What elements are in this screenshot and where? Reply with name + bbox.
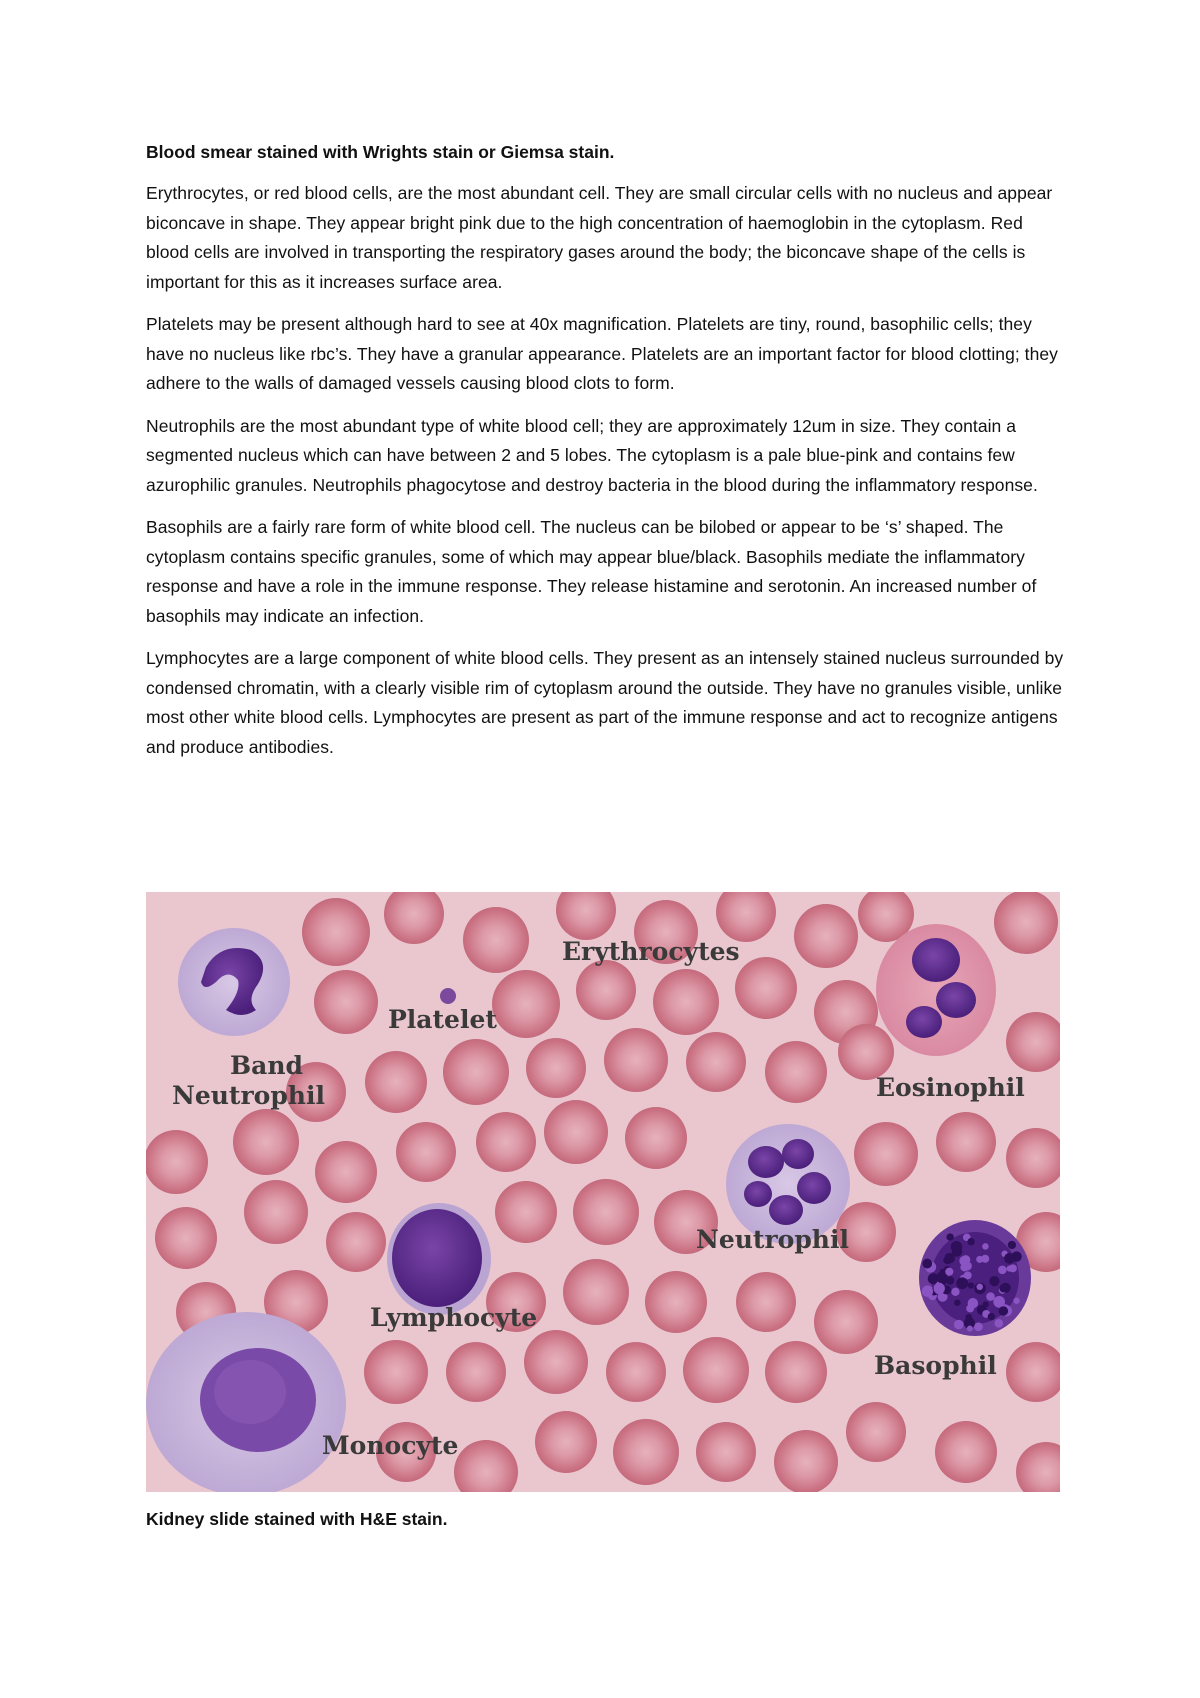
- lymphocyte-cell: [387, 1203, 491, 1315]
- basophil-granule: [946, 1233, 953, 1240]
- label-erythrocytes: Erythrocytes: [562, 937, 740, 966]
- erythrocyte-cell: [563, 1259, 629, 1325]
- erythrocyte-cell: [613, 1419, 679, 1485]
- basophil-granule: [981, 1255, 989, 1263]
- erythrocyte-cell: [735, 957, 797, 1019]
- label-eosinophil: Eosinophil: [876, 1073, 1025, 1102]
- basophil-granule: [934, 1283, 945, 1294]
- basophil-granule: [922, 1259, 932, 1269]
- erythrocyte-cell: [365, 1051, 427, 1113]
- platelet-cell: [440, 988, 456, 1004]
- erythrocyte-cell: [576, 960, 636, 1020]
- erythrocyte-cell: [653, 969, 719, 1035]
- basophil-granule: [982, 1243, 989, 1250]
- erythrocyte-cell: [994, 892, 1058, 954]
- eosinophil-cell: [876, 924, 996, 1056]
- erythrocyte-cell: [683, 1337, 749, 1403]
- section-heading: Blood smear stained with Wrights stain or Giemsa stain.: [146, 142, 615, 162]
- basophil-granule: [965, 1314, 972, 1321]
- erythrocyte-cell: [315, 1141, 377, 1203]
- basophil-granule: [959, 1256, 969, 1266]
- erythrocyte-cell: [686, 1032, 746, 1092]
- erythrocyte-cell: [463, 907, 529, 973]
- blood-smear-figure: [146, 892, 1060, 1492]
- monocyte-cell: [146, 1312, 346, 1492]
- paragraph-platelets: Platelets may be present although hard to see at 40x magnification. Platelets are tiny, round, basophilic cells; they have no nucleus like rbc’s. They have a granular appearance. Platelets are an important factor for blood clotting; they adhere to the walls of damaged vessels causing blood clots to form.: [146, 314, 1058, 393]
- erythrocyte-cell: [814, 1290, 878, 1354]
- basophil-granule: [986, 1292, 995, 1301]
- label-basophil: Basophil: [874, 1351, 997, 1380]
- erythrocyte-cell: [935, 1421, 997, 1483]
- erythrocyte-cell: [794, 904, 858, 968]
- erythrocyte-cell: [645, 1271, 707, 1333]
- basophil-granule: [988, 1313, 995, 1320]
- basophil-granule: [967, 1326, 973, 1332]
- erythrocyte-cell: [774, 1430, 838, 1492]
- label-lymphocyte: Lymphocyte: [370, 1303, 538, 1332]
- paragraph-erythrocytes: Erythrocytes, or red blood cells, are the most abundant cell. They are small circular cells with no nucleus and appear biconcave in shape. They appear bright pink due to the high concentration of haemoglobin in the cytoplasm. Red blood cells are involved in transporting the respiratory gases around the body; the biconcave shape of the cells is important for this as it increases surface area.: [146, 183, 1053, 292]
- erythrocyte-cell: [443, 1039, 509, 1105]
- erythrocyte-cell: [625, 1107, 687, 1169]
- basophil-granule: [1009, 1264, 1017, 1272]
- erythrocyte-cell: [302, 898, 370, 966]
- erythrocyte-cell: [846, 1402, 906, 1462]
- erythrocyte-cell: [364, 1340, 428, 1404]
- basophil-granule: [966, 1305, 974, 1313]
- erythrocyte-cell: [314, 970, 378, 1034]
- basophil-granule: [1008, 1241, 1016, 1249]
- erythrocyte-cell: [244, 1180, 308, 1244]
- basophil-granule: [983, 1301, 989, 1307]
- erythrocyte-cell: [736, 1272, 796, 1332]
- erythrocyte-cell: [838, 1024, 894, 1080]
- erythrocyte-cell: [526, 1038, 586, 1098]
- erythrocyte-cell: [535, 1411, 597, 1473]
- basophil-granule: [946, 1276, 954, 1284]
- basophil-granule: [943, 1257, 950, 1264]
- basophil-granule: [954, 1299, 960, 1305]
- paragraph-neutrophils: Neutrophils are the most abundant type of white blood cell; they are approximately 12um in size. They contain a segmented nucleus which can have between 2 and 5 lobes. The cytoplasm is a pale blue-pink and contains few azurophilic granules. Neutrophils phagocytose and destroy bacteria in the blood during the inflammatory response.: [146, 415, 1038, 495]
- erythrocyte-cell: [476, 1112, 536, 1172]
- basophil-granule: [954, 1320, 964, 1330]
- erythrocyte-cell: [936, 1112, 996, 1172]
- erythrocyte-cell: [606, 1342, 666, 1402]
- basophil-granule: [922, 1286, 933, 1297]
- blood-smear-image: [146, 892, 1060, 1492]
- document-body: [146, 138, 1066, 775]
- basophil-granule: [945, 1268, 953, 1276]
- basophil-granule: [989, 1276, 999, 1286]
- basophil-granule: [952, 1246, 963, 1257]
- erythrocyte-cell: [492, 970, 560, 1038]
- paragraph-lymphocytes: Lymphocytes are a large component of white blood cells. They present as an intensely stained nucleus surrounded by condensed chromatin, with a clearly visible rim of cytoplasm around the outside. They have no granules visible, unlike most other white blood cells. Lymphocytes are present as part of the immune response and act to recognize antigens and produce antibodies.: [146, 648, 1064, 757]
- erythrocyte-cell: [854, 1122, 918, 1186]
- basophil-granule: [951, 1288, 959, 1296]
- erythrocyte-cell: [233, 1109, 299, 1175]
- erythrocyte-cell: [396, 1122, 456, 1182]
- label-band-neutrophil: Neutrophil: [172, 1081, 325, 1110]
- label-band: Band: [230, 1051, 303, 1080]
- basophil-granule: [999, 1284, 1008, 1293]
- basophil-granule: [936, 1272, 947, 1283]
- erythrocyte-cell: [604, 1028, 668, 1092]
- basophil-granule: [967, 1238, 974, 1245]
- figure-caption: Kidney slide stained with H&E stain.: [146, 1509, 448, 1529]
- basophil-granule: [1004, 1253, 1015, 1264]
- band-neutrophil-cell: [178, 928, 290, 1036]
- erythrocyte-cell: [495, 1181, 557, 1243]
- basophil-granule: [956, 1277, 968, 1289]
- label-monocyte: Monocyte: [322, 1431, 459, 1460]
- erythrocyte-cell: [765, 1041, 827, 1103]
- paragraph-basophils: Basophils are a fairly rare form of white blood cell. The nucleus can be bilobed or appear to be ‘s’ shaped. The cytoplasm contains specific granules, some of which may appear blue/black. Basophils mediate the inflammatory response and have a role in the immune response. They release histamine and serotonin. An increased number of basophils may indicate an infection.: [146, 517, 1037, 626]
- erythrocyte-cell: [573, 1179, 639, 1245]
- basophil-granule: [968, 1282, 974, 1288]
- erythrocyte-cell: [146, 1130, 208, 1194]
- erythrocyte-cell: [524, 1330, 588, 1394]
- basophil-cell: [919, 1220, 1031, 1336]
- basophil-granule: [994, 1319, 1003, 1328]
- basophil-granule: [1013, 1297, 1019, 1303]
- label-neutrophil: Neutrophil: [696, 1225, 849, 1254]
- basophil-granule: [974, 1322, 983, 1331]
- basophil-granule: [999, 1306, 1009, 1316]
- label-platelet: Platelet: [388, 1005, 497, 1034]
- erythrocyte-cell: [765, 1341, 827, 1403]
- basophil-granule: [998, 1265, 1007, 1274]
- erythrocyte-cell: [326, 1212, 386, 1272]
- erythrocyte-cell: [446, 1342, 506, 1402]
- erythrocyte-cell: [544, 1100, 608, 1164]
- basophil-granule: [976, 1284, 982, 1290]
- erythrocyte-cell: [696, 1422, 756, 1482]
- erythrocyte-cell: [155, 1207, 217, 1269]
